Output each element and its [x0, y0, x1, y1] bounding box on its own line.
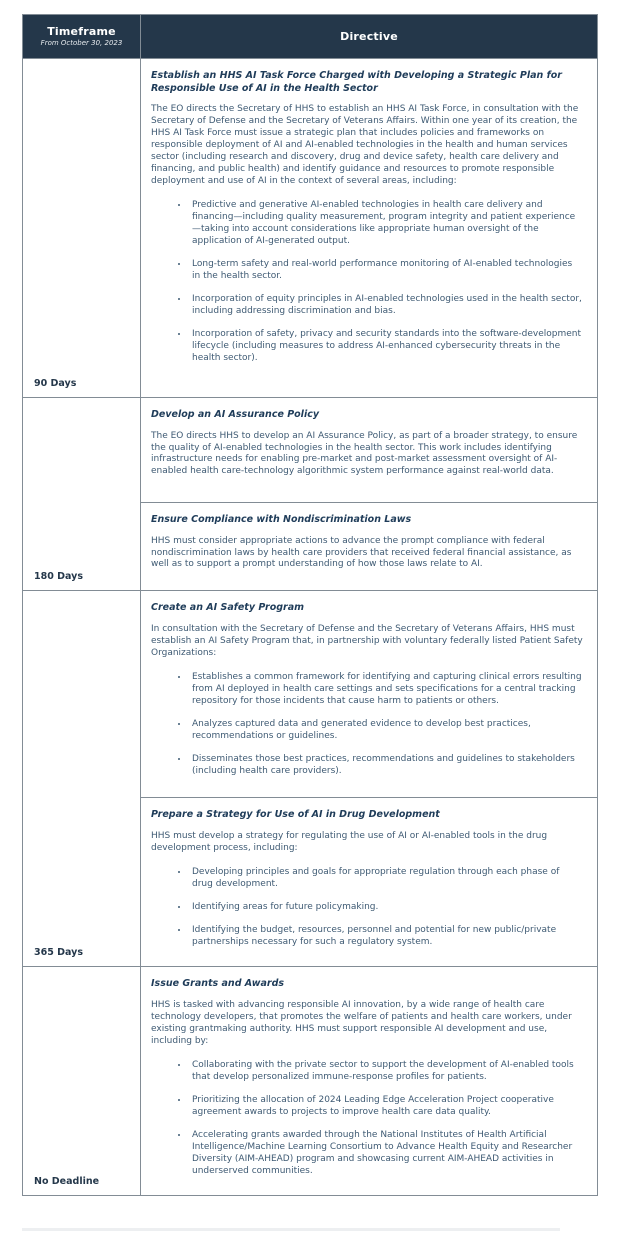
directive-bullet: • Disseminates those best practices, recommendations and guidelines to stakeholders (including health care providers).: [189, 754, 583, 778]
directive-bullet: • Predictive and generative AI-enabled technologies in health care delivery and financing—including quality measurement, program integrity and patient experience—taking into account considerations like appropriate human oversight of the application of AI-generated output.: [189, 200, 583, 248]
directive-cell: [141, 59, 598, 398]
directive-title: Ensure Compliance with Nondiscrimination Laws: [151, 514, 412, 525]
timeframe-cell: [23, 591, 141, 967]
directive-bullet-list: [151, 670, 583, 778]
directive-bullet: • Incorporation of equity principles in AI-enabled technologies used in the health sector, including addressing discrimination and bias.: [189, 294, 583, 318]
directive-cell: [141, 967, 598, 1196]
timeframe-cell: [23, 59, 141, 398]
directive-body: In consultation with the Secretary of Defense and the Secretary of Veterans Affairs, HHS must establish an AI Safety Program that, in partnership with voluntary federally listed Patient Safety Organizations:: [151, 623, 583, 658]
timeframe-header-label: Timeframe: [47, 25, 116, 38]
directive-bullet: • Establishes a common framework for identifying and capturing clinical errors resulting from AI deployed in health care settings and sets specifications for a central tracking repository for those incidents that cause harm to patients or others.: [189, 672, 583, 708]
directive-cell: [141, 398, 598, 503]
table-header-row: [23, 15, 598, 59]
directive-cell: [141, 798, 598, 967]
directive-body: HHS must develop a strategy for regulating the use of AI or AI-enabled tools in the drug development process, including:: [151, 830, 548, 853]
table-row: [23, 59, 598, 398]
directive-title: Develop an AI Assurance Policy: [151, 409, 320, 420]
timeframe-cell: [23, 398, 141, 591]
directive-title: Establish an HHS AI Task Force Charged with Developing a Strategic Plan for Responsible Use of AI in the Health Sector: [151, 70, 562, 94]
directive-bullet: • Accelerating grants awarded through the National Institutes of Health Artificial Intelligence/Machine Learning Consortium to Advance Health Equity and Researcher Diversity (AIM-AHEAD) program and showcasing current AIM-AHEAD activities in underserved communities.: [189, 1130, 583, 1178]
directive-body: HHS must consider appropriate actions to advance the prompt compliance with federal nondiscrimination laws by health care providers that received federal financial assistance, as well as to support a prompt understanding of how those laws relate to AI.: [151, 535, 572, 570]
directive-bullet: • Identifying the budget, resources, personnel and potential for new public/private partnerships necessary for such a regulatory system.: [189, 925, 583, 949]
directive-title: Issue Grants and Awards: [151, 978, 285, 990]
table-body: [23, 59, 598, 1196]
table-row: [23, 398, 598, 503]
timeframe-label: No Deadline: [34, 1176, 100, 1188]
directive-bullet-list: [151, 865, 583, 949]
timeframe-label: 180 Days: [34, 571, 83, 583]
table-row: [23, 967, 598, 1196]
timeframe-cell: [23, 967, 141, 1196]
timeframe-header-cell: [23, 15, 141, 59]
directive-bullet: • Developing principles and goals for appropriate regulation through each phase of drug development.: [189, 867, 583, 891]
timeframe-label: 365 Days: [34, 947, 83, 959]
directive-bullet: • Identifying areas for future policymaking.: [189, 902, 583, 914]
directive-bullet: • Collaborating with the private sector to support the development of AI-enabled tools that develop personalized immune-response profiles for patients.: [189, 1060, 583, 1084]
directive-bullet: • Analyzes captured data and generated evidence to develop best practices, recommendations or guidelines.: [189, 719, 583, 743]
directive-bullet: • Incorporation of safety, privacy and security standards into the software-development lifecycle (including measures to address AI-enhanced cybersecurity threats in the health sector).: [189, 329, 583, 365]
page-bottom-divider: [22, 1228, 560, 1231]
directive-cell: [141, 591, 598, 798]
directive-header-label: Directive: [340, 29, 398, 43]
directive-title: Prepare a Strategy for Use of AI in Drug Development: [151, 809, 440, 821]
directive-cell: [141, 503, 598, 591]
timeframe-label: 90 Days: [34, 378, 77, 389]
directive-bullet-list: [151, 198, 583, 365]
directive-bullet: • Long-term safety and real-world performance monitoring of AI-enabled technologies in the health sector.: [189, 259, 583, 283]
directive-title: Create an AI Safety Program: [151, 602, 305, 614]
table-row: [23, 591, 598, 798]
timeframe-header-subtitle: From October 30, 2023: [40, 39, 123, 47]
hhs-ai-directive-table: [22, 14, 598, 1196]
directive-body: The EO directs the Secretary of HHS to establish an HHS AI Task Force, in consultation with the Secretary of Defense and the Secretary of Veterans Affairs. Within one year of its creation, the HHS AI Task Force must issue a strategic plan that includes policies and frameworks on responsible deployment of AI and AI-enabled technologies in the health and human services sector (including research and discovery, drug and device safety, health care delivery and financing, and public health) and identify guidance and resources to promote responsible deployment and use of AI in the context of several areas, including:: [151, 104, 579, 186]
directive-body: HHS is tasked with advancing responsible AI innovation, by a wide range of health care technology developers, that promotes the welfare of patients and health care workers, under existing grantmaking authority. HHS must support responsible AI development and use, including by:: [151, 999, 572, 1046]
directive-header-cell: [141, 15, 598, 59]
directive-body: The EO directs HHS to develop an AI Assurance Policy, as part of a broader strategy, to ensure the quality of AI-enabled technologies in the health sector. This work includes identifying infrastructure needs for enabling pre-market and post-market assessment oversight of AI-enabled health care-technology algorithmic system performance against real-world data.: [151, 430, 578, 477]
directive-bullet: • Prioritizing the allocation of 2024 Leading Edge Acceleration Project cooperative agreement awards to projects to improve health care data quality.: [189, 1095, 583, 1119]
directive-bullet-list: [151, 1058, 583, 1178]
